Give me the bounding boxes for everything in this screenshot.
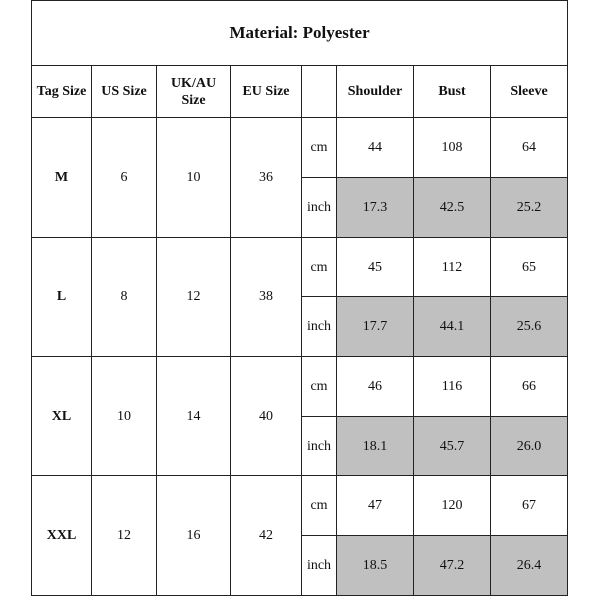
us-size-cell: 6 <box>92 118 157 237</box>
ukau-size-cell: 12 <box>157 237 231 356</box>
shoulder-cm-cell: 45 <box>337 237 414 297</box>
shoulder-cm-cell: 44 <box>337 118 414 178</box>
eu-size-cell: 38 <box>231 237 302 356</box>
tag-size-cell: L <box>32 237 92 356</box>
header-sleeve: Sleeve <box>491 65 568 118</box>
sleeve-cm-cell: 65 <box>491 237 568 297</box>
eu-size-cell: 40 <box>231 357 302 476</box>
ukau-size-cell: 16 <box>157 476 231 596</box>
size-row-cm <box>32 237 568 297</box>
size-row-cm <box>32 357 568 417</box>
header-shoulder: Shoulder <box>337 65 414 118</box>
sleeve-cm-cell: 64 <box>491 118 568 178</box>
size-row-cm <box>32 118 568 178</box>
header-tag-size: Tag Size <box>32 65 92 118</box>
unit-inch-cell: inch <box>302 178 337 238</box>
header-unit <box>302 65 337 118</box>
shoulder-inch-cell: 18.1 <box>337 416 414 476</box>
ukau-size-cell: 14 <box>157 357 231 476</box>
tag-size-cell: M <box>32 118 92 237</box>
header-ukau-line1: UK/AU <box>170 75 217 91</box>
bust-cm-cell: 112 <box>414 237 491 297</box>
bust-inch-cell: 44.1 <box>414 297 491 357</box>
bust-cm-cell: 108 <box>414 118 491 178</box>
header-us-size: US Size <box>92 65 157 118</box>
unit-cm-cell: cm <box>302 357 337 417</box>
bust-cm-cell: 116 <box>414 357 491 417</box>
shoulder-cm-cell: 47 <box>337 476 414 536</box>
unit-cm-cell: cm <box>302 476 337 536</box>
shoulder-cm-cell: 46 <box>337 357 414 417</box>
sleeve-cm-cell: 66 <box>491 357 568 417</box>
bust-cm-cell: 120 <box>414 476 491 536</box>
size-row-cm <box>32 476 568 536</box>
tag-size-cell: XXL <box>32 476 92 596</box>
unit-cm-cell: cm <box>302 237 337 297</box>
sleeve-inch-cell: 26.0 <box>491 416 568 476</box>
material-title: Material: Polyester <box>32 1 568 66</box>
sleeve-cm-cell: 67 <box>491 476 568 536</box>
header-row <box>32 65 568 118</box>
eu-size-cell: 42 <box>231 476 302 596</box>
unit-inch-cell: inch <box>302 536 337 596</box>
shoulder-inch-cell: 17.3 <box>337 178 414 238</box>
bust-inch-cell: 45.7 <box>414 416 491 476</box>
shoulder-inch-cell: 18.5 <box>337 536 414 596</box>
bust-inch-cell: 47.2 <box>414 536 491 596</box>
eu-size-cell: 36 <box>231 118 302 237</box>
size-chart-table <box>31 0 568 596</box>
header-bust: Bust <box>414 65 491 118</box>
us-size-cell: 10 <box>92 357 157 476</box>
sleeve-inch-cell: 26.4 <box>491 536 568 596</box>
us-size-cell: 12 <box>92 476 157 596</box>
header-ukau-size <box>157 65 231 118</box>
unit-inch-cell: inch <box>302 416 337 476</box>
sleeve-inch-cell: 25.6 <box>491 297 568 357</box>
us-size-cell: 8 <box>92 237 157 356</box>
bust-inch-cell: 42.5 <box>414 178 491 238</box>
header-ukau-line2: Size <box>181 92 206 108</box>
unit-inch-cell: inch <box>302 297 337 357</box>
unit-cm-cell: cm <box>302 118 337 178</box>
tag-size-cell: XL <box>32 357 92 476</box>
sleeve-inch-cell: 25.2 <box>491 178 568 238</box>
title-row <box>32 1 568 66</box>
shoulder-inch-cell: 17.7 <box>337 297 414 357</box>
ukau-size-cell: 10 <box>157 118 231 237</box>
header-eu-size: EU Size <box>231 65 302 118</box>
